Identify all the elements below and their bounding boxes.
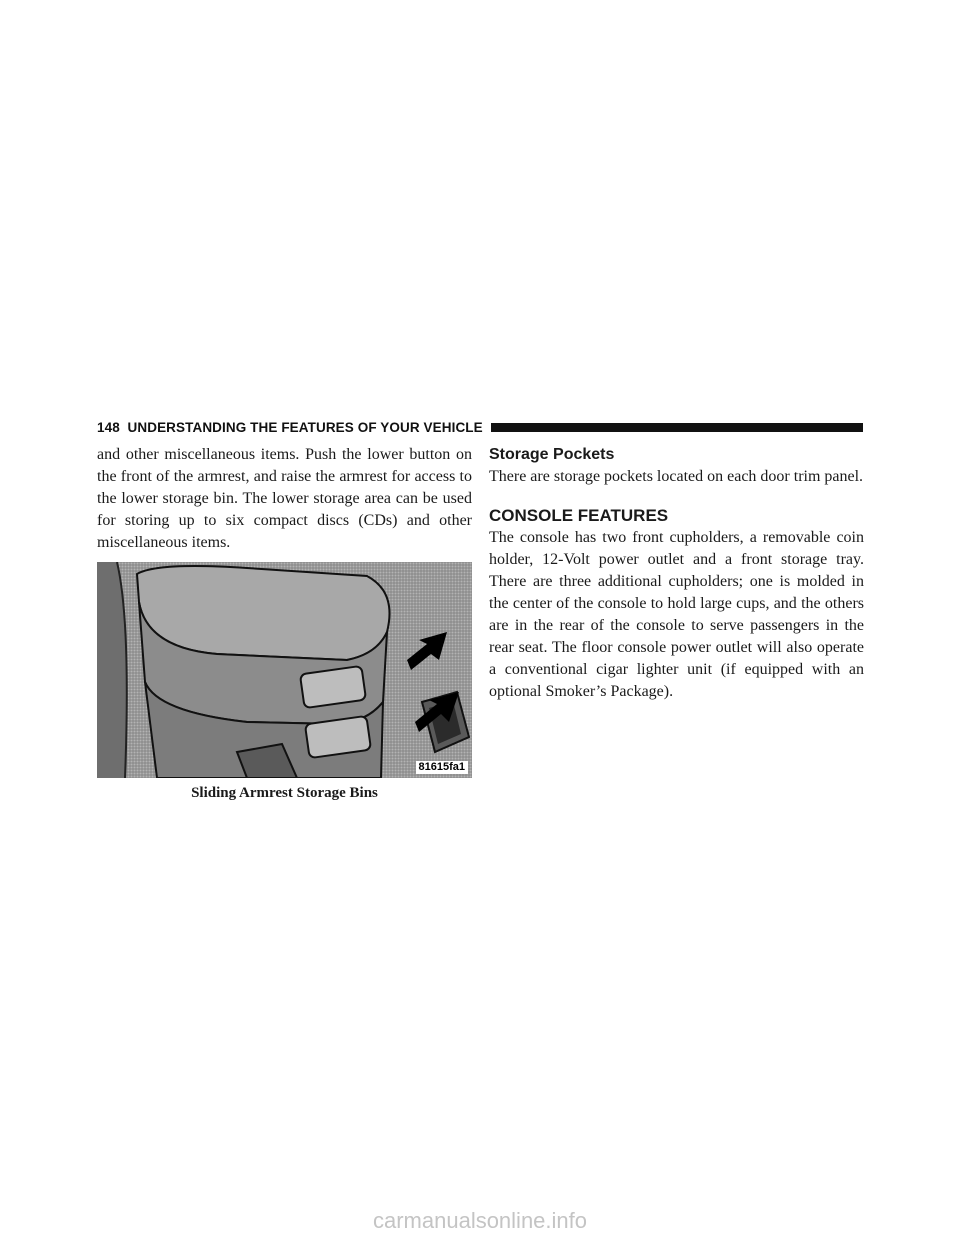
right-column [489, 444, 864, 703]
storage-pockets-text: There are storage pockets located on each door trim panel. [489, 468, 864, 485]
console-features-heading: CONSOLE FEATURES [489, 506, 669, 525]
left-column [97, 444, 472, 802]
page-number: 148 [97, 419, 120, 435]
armrest-figure [97, 562, 472, 778]
armrest-illustration [97, 562, 472, 778]
console-features-text: The console has two front cupholders, a removable coin holder, 12-Volt power outlet and a front storage tray. There are three additional cupholders; one is molded in the center of the console to hold large cups, and the others are in the rear of the console to serve passengers in the rear seat. The floor console power outlet will also operate a conventional cigar lighter unit (if equipped with an optional Smoker’s Package). [489, 529, 864, 700]
figure-code: 81615fa1 [416, 761, 469, 774]
header-rule [491, 423, 863, 432]
header-text [97, 420, 483, 435]
section-title: UNDERSTANDING THE FEATURES OF YOUR VEHICLE [127, 419, 483, 435]
body-paragraph: and other miscellaneous items. Push the lower button on the front of the armrest, and raise the armrest for access to the lower storage bin. The lower storage area can be used for storing up to six compact discs (CDs) and other miscellaneous items. [97, 446, 472, 551]
figure-caption: Sliding Armrest Storage Bins [191, 785, 378, 801]
storage-pockets-heading: Storage Pockets [489, 446, 615, 463]
page-header [97, 419, 863, 435]
watermark: carmanualsonline.info [372, 1208, 588, 1233]
